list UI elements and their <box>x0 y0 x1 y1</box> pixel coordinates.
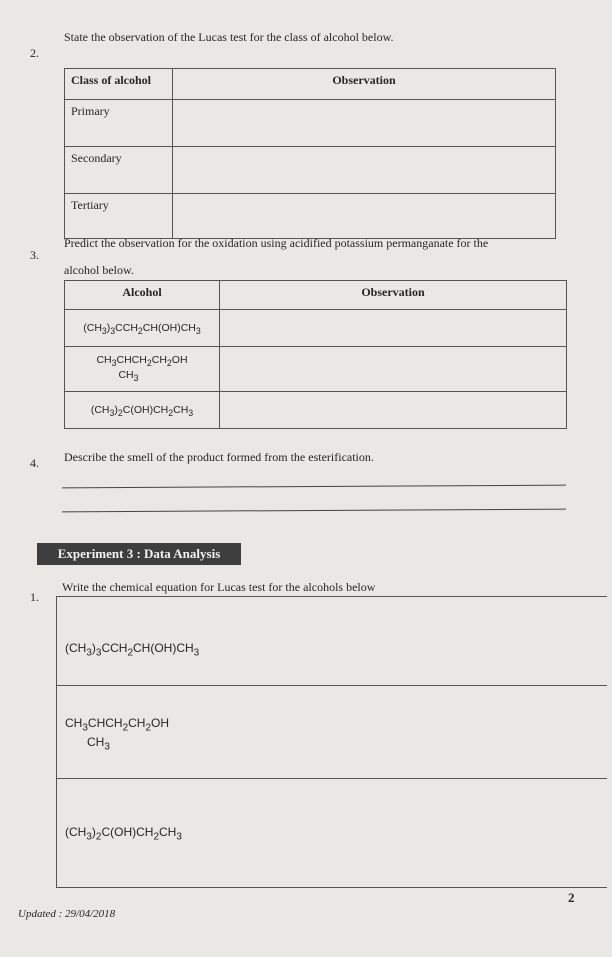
e1-row-1[interactable] <box>57 597 607 686</box>
q2-header-class: Class of alcohol <box>65 69 173 100</box>
q2-answer-secondary[interactable] <box>173 147 556 194</box>
q2-row-primary: Primary <box>65 100 173 147</box>
page-number: 2 <box>568 890 575 905</box>
e1-row-3[interactable] <box>57 779 607 886</box>
q2-table <box>64 68 556 239</box>
e1-row-2[interactable] <box>57 686 607 779</box>
q3-header-alcohol: Alcohol <box>65 281 220 310</box>
q3-answer-3[interactable] <box>220 392 567 429</box>
q3-answer-2[interactable] <box>220 347 567 392</box>
q3-table <box>64 280 567 429</box>
q2-row-secondary: Secondary <box>65 147 173 194</box>
e1-number: 1. <box>30 590 39 604</box>
experiment-banner: Experiment 3 : Data Analysis <box>37 543 241 565</box>
e1-alcohol-3: $(CH_3)_2C(OH)CH_2CH_3$ <box>65 825 182 843</box>
updated-date: Updated : 29/04/2018 <box>18 908 116 920</box>
q2-header-observation: Observation <box>173 69 556 100</box>
q3-header-observation: Observation <box>220 281 567 310</box>
q4-number: 4. <box>30 456 39 470</box>
q4-answer-line-2[interactable] <box>62 509 566 513</box>
q3-alcohol-3: $(CH_3)_2C(OH)CH_2CH_3$ <box>65 392 220 429</box>
q3-number: 3. <box>30 248 39 262</box>
e1-alcohol-1: $(CH_3)_3CCH_2CH(OH)CH_3$ <box>65 641 200 659</box>
e1-alcohol-2: $CH_3CHCH_2CH_2OH$ $CH_3$ <box>65 716 170 753</box>
q3-text-line2: alcohol below. <box>64 263 134 277</box>
q4-answer-line-1[interactable] <box>62 485 566 489</box>
q2-row-tertiary: Tertiary <box>65 194 173 239</box>
e1-text: Write the chemical equation for Lucas test for the alcohols below <box>62 580 376 594</box>
q2-answer-tertiary[interactable] <box>173 194 556 239</box>
q3-answer-1[interactable] <box>220 310 567 347</box>
q3-alcohol-2: $CH_3CHCH_2CH_2OH$ $CH_3$ <box>65 347 220 392</box>
q4-text: Describe the smell of the product formed from the esterification. <box>64 450 374 464</box>
e1-answer-box <box>56 596 607 888</box>
q3-text-line1: Predict the observation for the oxidation using acidified potassium permanganate for the <box>64 236 489 250</box>
q2-text: State the observation of the Lucas test for the class of alcohol below. <box>64 30 394 44</box>
q2-number: 2. <box>30 46 39 60</box>
q3-alcohol-1: $(CH_3)_3CCH_2CH(OH)CH_3$ <box>65 310 220 347</box>
q2-answer-primary[interactable] <box>173 100 556 147</box>
